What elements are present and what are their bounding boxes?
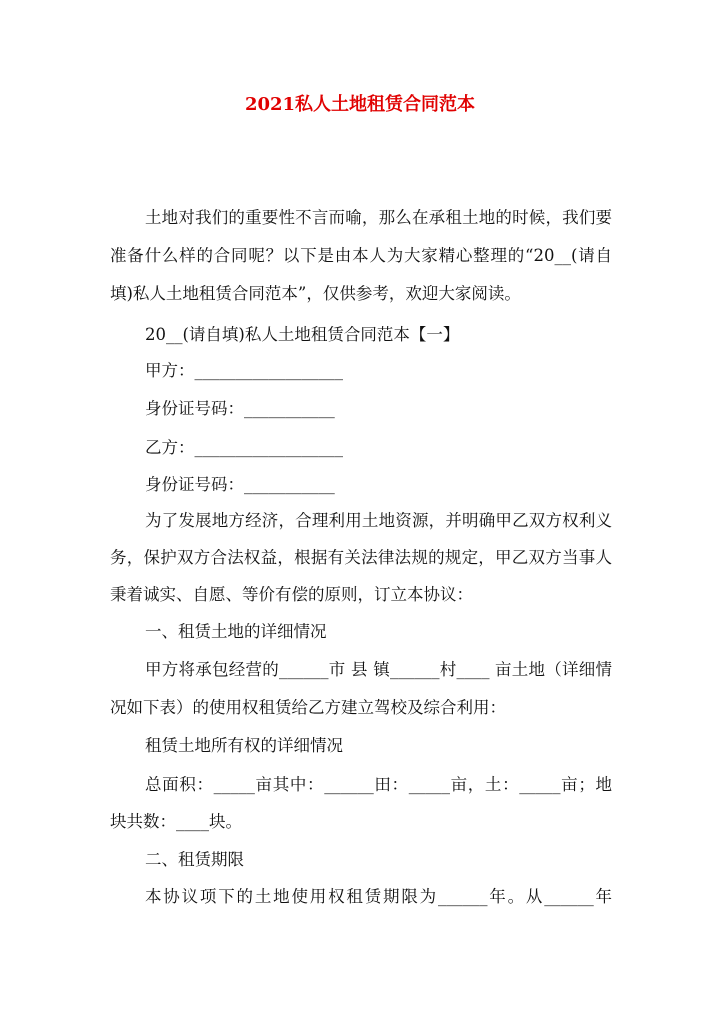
section-heading-1: 20__(请自填)私人土地租赁合同范本【一】	[145, 325, 460, 344]
area-line-2: 块共数：____块。	[110, 812, 242, 831]
preamble-line-2: 务，保护双方合法权益，根据有关法律法规的规定，甲乙双方当事人	[110, 548, 612, 567]
intro-line-3: 填)私人土地租赁合同范本”，仅供参考，欢迎大家阅读。	[110, 284, 521, 303]
clause-2-line-1: 本协议项下的土地使用权租赁期限为______年。从______年	[145, 887, 612, 906]
clause-1-line-1: 甲方将承包经营的______市 县 镇______村____ 亩土地（详细情	[145, 660, 612, 679]
document-title: 2021私人土地租赁合同范本	[244, 94, 476, 115]
party-b-id-field: 身份证号码：___________	[145, 475, 335, 494]
party-a-field: 甲方：__________________	[145, 361, 343, 380]
intro-line-2: 准备什么样的合同呢？以下是由本人为大家精心整理的“20__(请自	[110, 246, 612, 265]
intro-line-1: 土地对我们的重要性不言而喻，那么在承租土地的时候，我们要	[145, 208, 612, 227]
clause-heading-1: 一、租赁土地的详细情况	[145, 622, 327, 641]
clause-heading-2: 二、租赁期限	[145, 850, 244, 869]
preamble-line-3: 秉着诚实、自愿、等价有偿的原则，订立本协议：	[110, 585, 473, 604]
party-a-id-field: 身份证号码：___________	[145, 399, 335, 418]
party-b-field: 乙方：__________________	[145, 438, 343, 457]
area-line-1: 总面积：_____亩其中：______田：_____亩，土：_____亩；地	[145, 775, 612, 794]
clause-1-line-2: 况如下表）的使用权租赁给乙方建立驾校及综合利用：	[110, 698, 506, 717]
land-ownership-heading: 租赁土地所有权的详细情况	[145, 736, 343, 755]
preamble-line-1: 为了发展地方经济，合理利用土地资源，并明确甲乙双方权利义	[145, 511, 612, 530]
